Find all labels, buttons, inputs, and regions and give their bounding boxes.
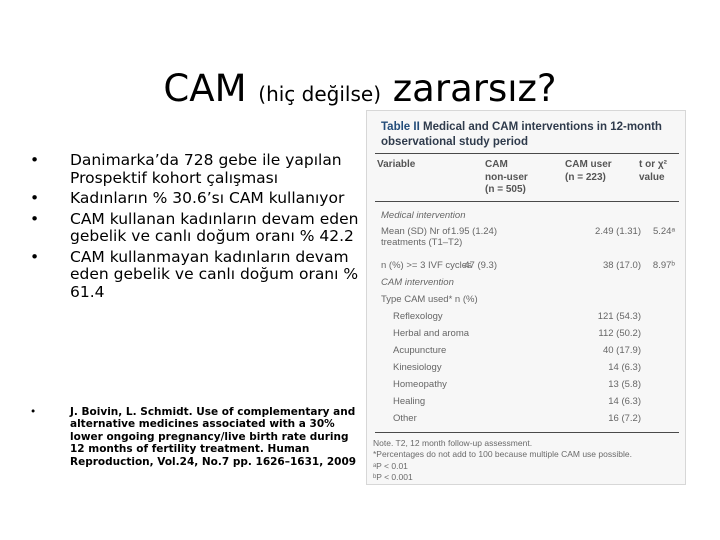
title-main-right: zararsız? [392,66,557,110]
citation [30,406,360,468]
table-notes [373,438,678,484]
cell-non-user: 47 (9.3) [464,260,497,271]
row-label: Other [393,413,417,424]
slide-title [0,66,720,110]
cell-stat: 5.24ᵃ [652,226,675,237]
table-note: ᵇP < 0.001 [373,472,413,483]
cell-user: 121 (54.3) [597,311,641,322]
section-medical-intervention: Medical intervention [381,210,466,221]
cell-user: 14 (6.3) [608,396,641,407]
bullet-dot-icon: • [30,406,37,418]
table-caption-label: Table II [381,121,420,133]
bullet-text: CAM kullanmayan kadınların devam eden gebelik ve canlı doğum oranı % 61.4 [70,247,359,301]
citation-text: J. Boivin, L. Schmidt. Use of complementary and alternative medicines associated with a 30% lower ongoing pregnancy/live birth rate during 12 months of fertility treatment. Human Reproduction, Vol.24, No.7 pp. 1626–1631, 2009 [70,406,357,468]
title-subtitle: (hiç değilse) [258,81,381,106]
bullet-item [30,211,360,246]
header-stat [639,159,667,184]
row-label: n (%) >= 3 IVF cycles [381,260,472,271]
table-header-rule [375,201,679,202]
cell-user: 40 (17.9) [602,345,641,356]
table-note: *Percentages do not add to 100 because multiple CAM use possible. [373,449,632,460]
header-user-line: CAM user [565,159,612,170]
row-label: Acupuncture [393,345,447,356]
header-non-user-line: non-user [485,171,528,183]
row-label: Healing [393,396,426,407]
row-label: Homeopathy [393,379,447,390]
table-note: ᵃP < 0.01 [373,460,408,471]
cell-user: 16 (7.2) [608,413,641,424]
row-label: Reflexology [393,311,443,322]
bullet-dot-icon: • [30,151,40,169]
table-bottom-rule [375,432,679,433]
header-stat-line: t or χ² [639,159,667,170]
row-label-line: Mean (SD) Nr of [381,226,451,237]
header-variable: Variable [377,159,416,170]
header-non-user-line: CAM [485,159,508,170]
table-top-rule [375,153,679,154]
table-note: Note. T2, 12 month follow-up assessment. [373,438,533,448]
row-label: Type CAM used* n (%) [381,294,478,305]
cell-user: 13 (5.8) [608,379,641,390]
table-image [366,110,686,485]
bullet-dot-icon: • [30,209,40,228]
header-stat-line: value [639,171,665,183]
cell-user: 14 (6.3) [608,362,641,373]
bullet-list [30,152,360,304]
bullet-dot-icon: • [30,247,40,266]
table-caption-text: Medical and CAM interventions in 12-month observational study period [381,121,662,148]
bullet-text: Kadınların % 30.6’sı CAM kullanıyor [70,189,345,207]
cell-user: 38 (17.0) [602,260,641,271]
header-non-user [485,159,528,197]
title-main-left: CAM [163,66,247,110]
row-label: Kinesiology [393,362,442,373]
bullet-item [30,249,360,302]
row-label-line: treatments (T1–T2) [381,237,463,249]
table-row [367,413,686,433]
row-label: Herbal and aroma [393,328,470,339]
cell-non-user: 1.95 (1.24) [451,226,497,237]
header-user-line: (n = 223) [565,171,606,183]
cell-user: 2.49 (1.31) [595,226,641,237]
table-row [367,226,686,256]
header-non-user-line: (n = 505) [485,184,526,195]
header-user [565,159,612,184]
bullet-text: CAM kullanan kadınların devam eden gebelik ve canlı doğum oranı % 42.2 [70,209,359,245]
cell-stat: 8.97ᵇ [652,260,675,271]
bullet-item [30,190,360,208]
table-caption [381,120,676,149]
cell-user: 112 (50.2) [598,328,641,339]
section-cam-intervention: CAM intervention [381,277,454,288]
bullet-item [30,152,360,187]
bullet-dot-icon: • [30,189,40,207]
bullet-text: Danimarka’da 728 gebe ile yapılan Prospektif kohort çalışması [70,151,342,187]
